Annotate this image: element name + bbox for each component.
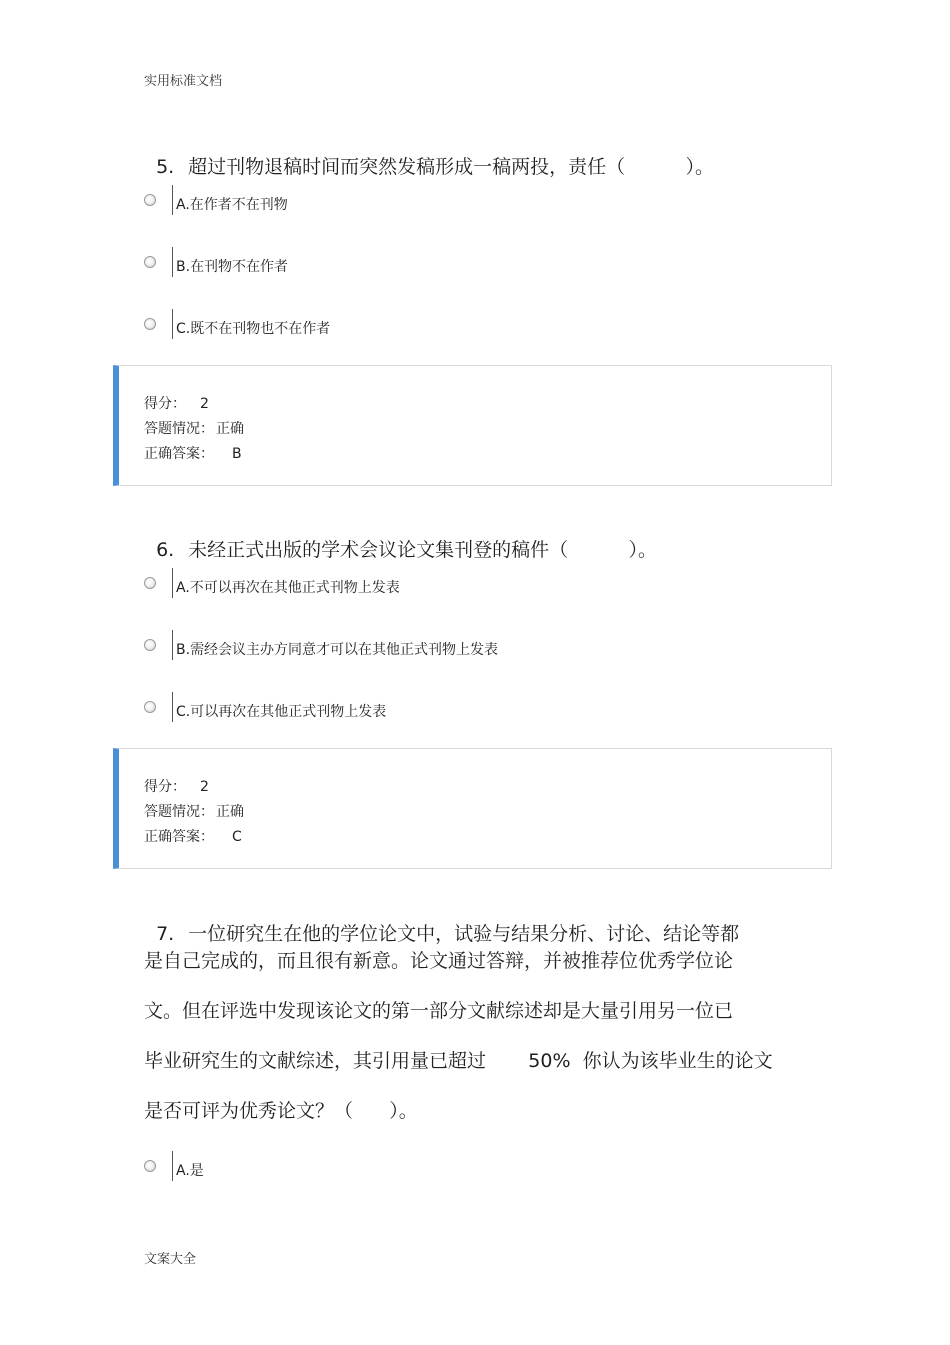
radio-button[interactable] — [144, 577, 156, 589]
option-5-a[interactable] — [144, 194, 744, 228]
question-number: 6. — [156, 539, 175, 561]
question-text: 未经正式出版的学术会议论文集刊登的稿件（ ）。 — [188, 539, 657, 561]
option-letter: A. — [176, 580, 190, 596]
text-cursor — [172, 568, 173, 598]
page-footer: 文案大全 — [144, 1252, 197, 1267]
status-value: 正确 — [216, 421, 244, 437]
option-letter: A. — [176, 1163, 190, 1179]
text-cursor — [172, 309, 173, 339]
question-number: 7. — [156, 923, 175, 945]
score-value: 2 — [200, 396, 209, 412]
option-letter: A. — [176, 197, 190, 213]
option-label: 是 — [189, 1163, 204, 1179]
option-6-b[interactable] — [144, 639, 744, 673]
option-label: 在刊物不在作者 — [190, 259, 289, 275]
text-cursor — [172, 630, 173, 660]
option-6-a[interactable] — [144, 577, 744, 611]
page-header: 实用标准文档 — [144, 74, 223, 89]
option-6-c[interactable] — [144, 701, 744, 735]
text-cursor — [172, 1151, 173, 1181]
status-line — [144, 418, 244, 438]
question-7-line-2: 是自己完成的，而且很有新意。论文通过答辩，并被推荐位优秀学位论 — [144, 950, 734, 972]
option-label: 在作者不在刊物 — [189, 197, 288, 213]
answer-label: 正确答案： — [144, 446, 214, 462]
question-6 — [144, 513, 657, 562]
option-5-c[interactable] — [144, 318, 744, 352]
question-7-line-1 — [144, 897, 739, 946]
option-7-a[interactable] — [144, 1160, 744, 1194]
status-value: 正确 — [216, 804, 244, 820]
radio-button[interactable] — [144, 639, 156, 651]
question-7-line-3: 文。但在评选中发现该论文的第一部分文献综述却是大量引用另一位已 — [144, 1000, 734, 1022]
status-label: 答题情况： — [144, 421, 214, 437]
question-text: 一位研究生在他的学位论文中，试验与结果分析、讨论、结论等都 — [188, 923, 740, 945]
text-cursor — [172, 185, 173, 215]
text-cursor — [172, 692, 173, 722]
option-letter: C. — [176, 704, 191, 720]
radio-button[interactable] — [144, 701, 156, 713]
status-line — [144, 801, 244, 821]
option-5-b[interactable] — [144, 256, 744, 290]
score-line — [144, 393, 209, 413]
option-label: 需经会议主办方同意才可以在其他正式刊物上发表 — [190, 642, 499, 658]
option-letter: C. — [176, 321, 191, 337]
question-text: 超过刊物退稿时间而突然发稿形成一稿两投，责任（ ）。 — [188, 156, 714, 178]
option-letter: B. — [176, 259, 191, 275]
score-line — [144, 776, 209, 796]
option-label: 可以再次在其他正式刊物上发表 — [190, 704, 387, 720]
status-label: 答题情况： — [144, 804, 214, 820]
text-cursor — [172, 247, 173, 277]
option-label: 不可以再次在其他正式刊物上发表 — [189, 580, 400, 596]
score-label: 得分： — [144, 779, 186, 795]
option-letter: B. — [176, 642, 191, 658]
answer-line — [144, 826, 242, 846]
question-7-line-4: 毕业研究生的文献综述，其引用量已超过 50% 你认为该毕业生的论文 — [144, 1050, 773, 1072]
radio-button[interactable] — [144, 256, 156, 268]
score-label: 得分： — [144, 396, 186, 412]
question-5 — [144, 130, 714, 179]
radio-button[interactable] — [144, 194, 156, 206]
answer-value: C — [232, 829, 242, 845]
score-value: 2 — [200, 779, 209, 795]
answer-value: B — [232, 446, 242, 462]
radio-button[interactable] — [144, 318, 156, 330]
question-7-line-5: 是否可评为优秀论文？（ ）。 — [144, 1100, 418, 1122]
answer-line — [144, 443, 242, 463]
answer-label: 正确答案： — [144, 829, 214, 845]
radio-button[interactable] — [144, 1160, 156, 1172]
option-label: 既不在刊物也不在作者 — [190, 321, 331, 337]
question-number: 5. — [156, 156, 175, 178]
